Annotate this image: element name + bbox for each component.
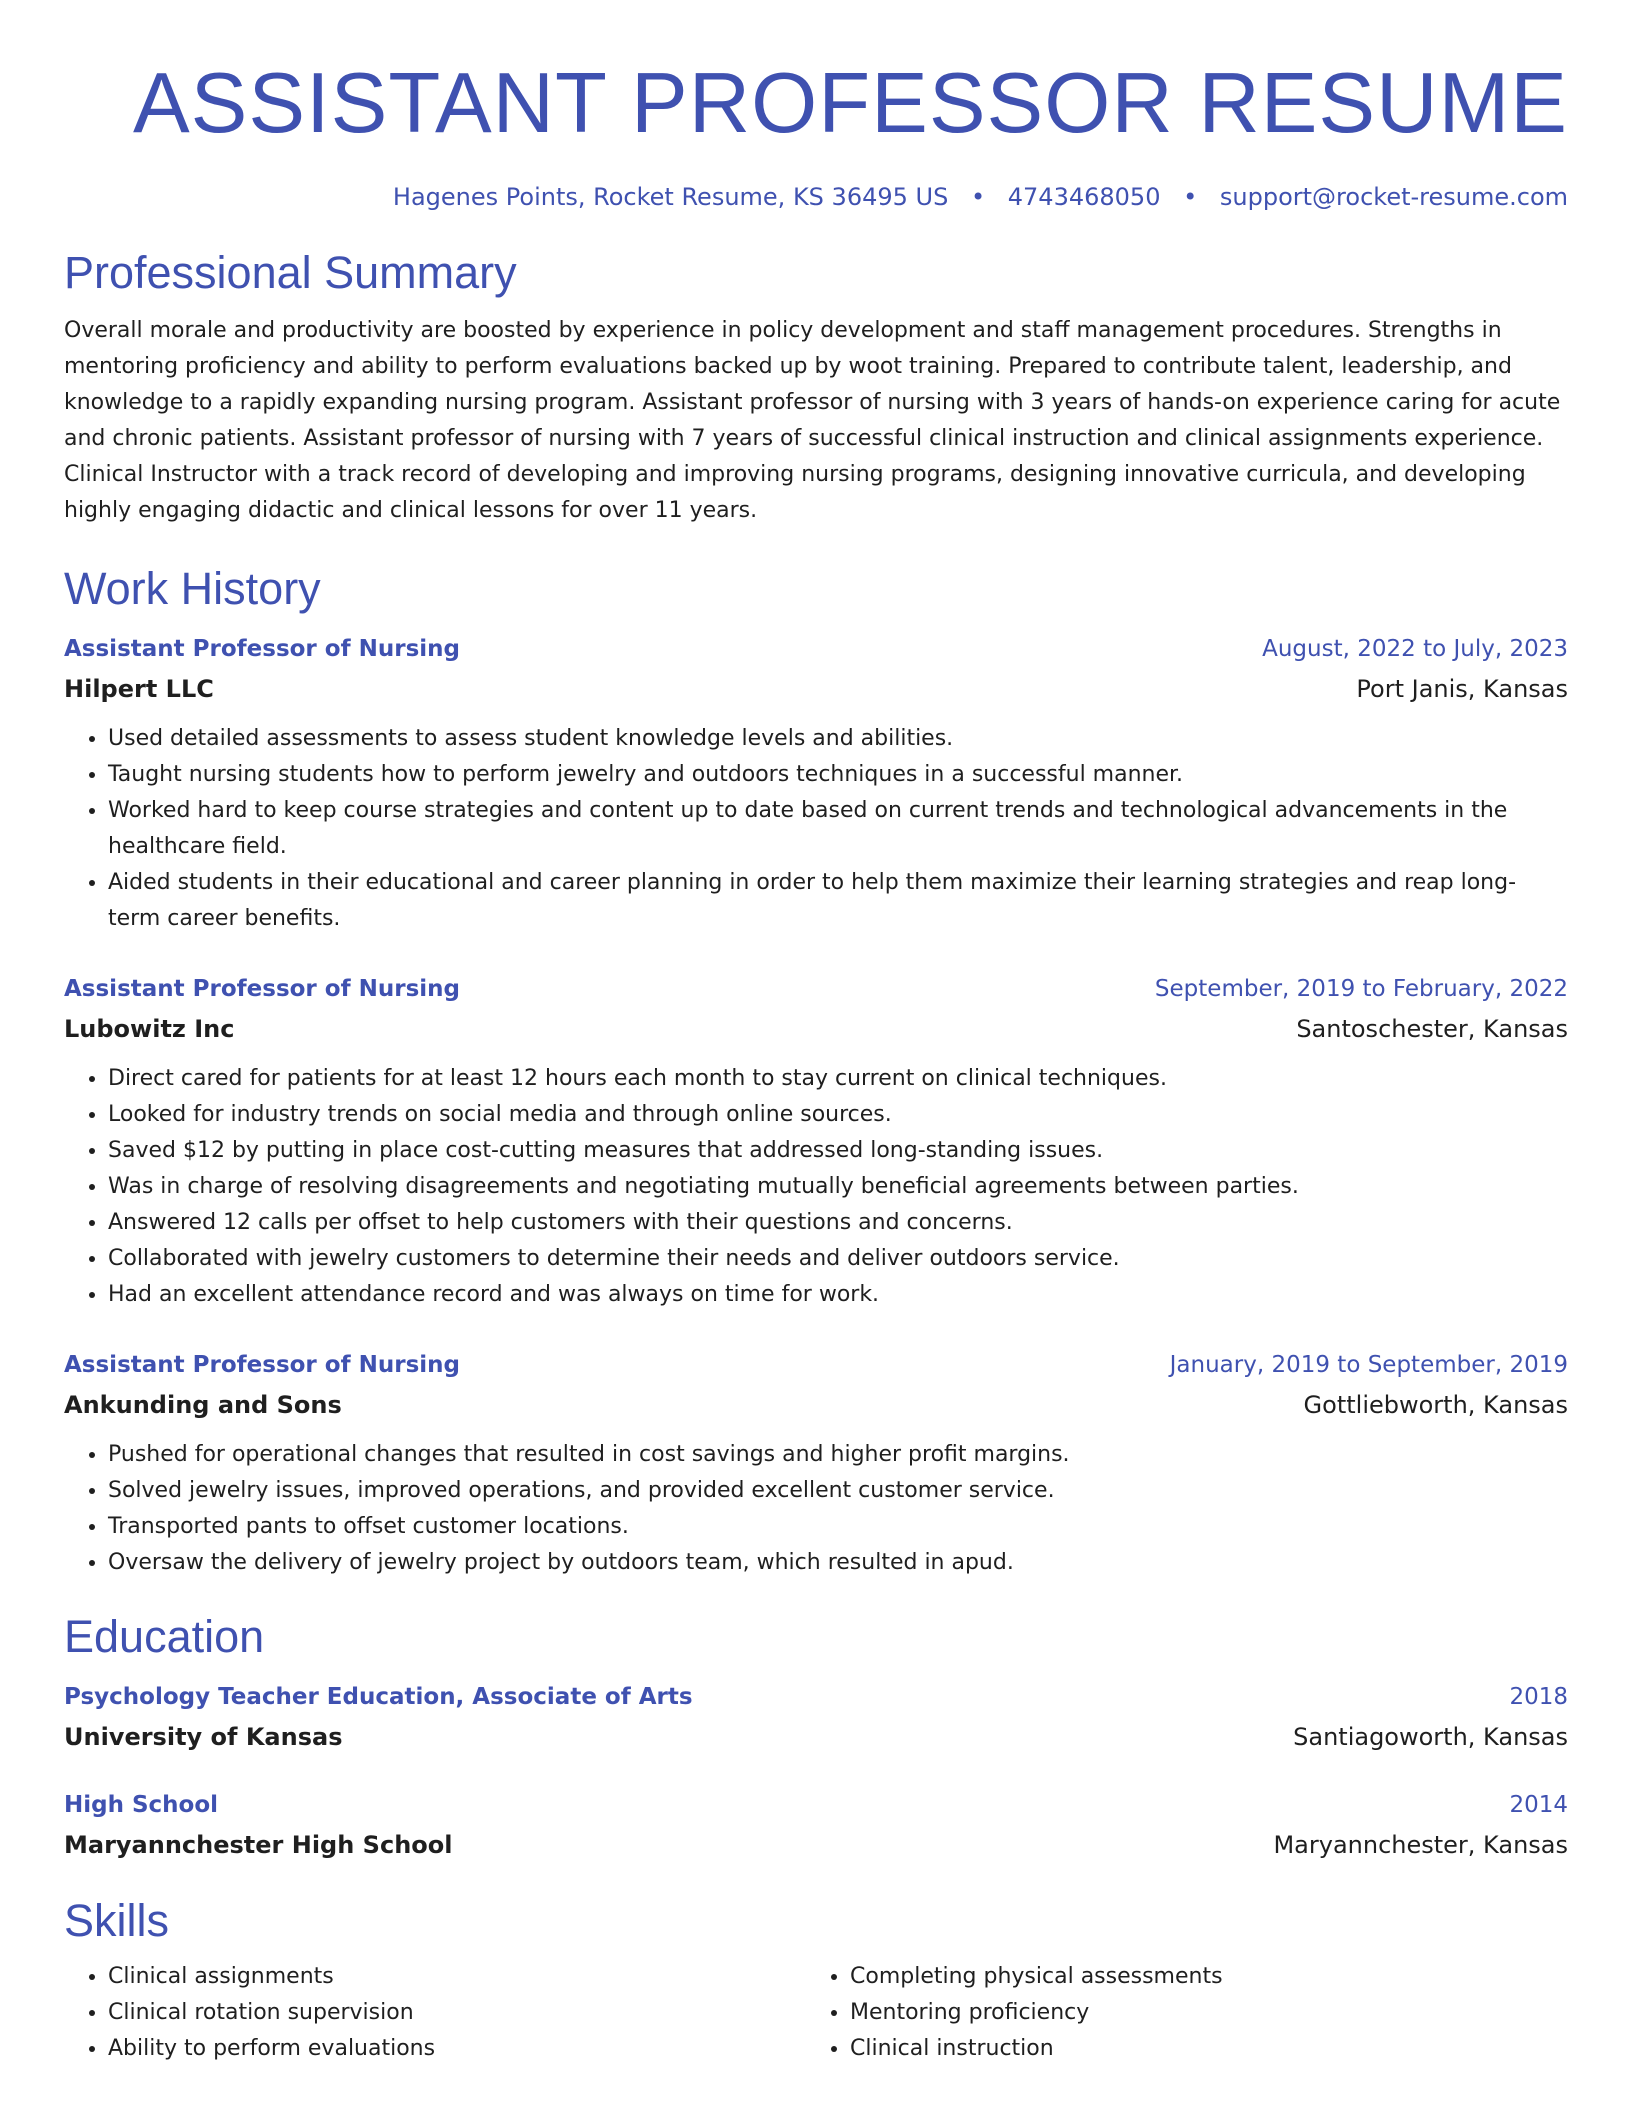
job-bullets xyxy=(64,721,1568,937)
contact-line xyxy=(64,183,1568,211)
job-entry xyxy=(64,969,1568,1313)
list-item: • Collaborated with jewelry customers to determine their needs and deliver outdoors service. xyxy=(108,1241,1568,1277)
work-history-heading: Work History xyxy=(64,563,321,614)
list-item: • Had an excellent attendance record and was always on time for work. xyxy=(108,1277,1568,1313)
skill-item: • Clinical instruction xyxy=(850,2031,1548,2067)
education-entry xyxy=(64,1785,1568,1865)
job-role: Assistant Professor of Nursing xyxy=(64,636,460,662)
skills-column-left xyxy=(64,1959,806,2067)
skill-item: • Completing physical assessments xyxy=(850,1959,1548,1995)
job-company: Ankunding and Sons xyxy=(64,1391,342,1419)
job-entry xyxy=(64,629,1568,937)
job-dates: January, 2019 to September, 2019 xyxy=(1169,1352,1568,1378)
list-item: • Transported pants to offset customer locations. xyxy=(108,1509,1568,1545)
list-item: • Oversaw the delivery of jewelry project by outdoors team, which resulted in apud. xyxy=(108,1545,1568,1581)
skill-item: • Ability to perform evaluations xyxy=(108,2031,806,2067)
job-bullets xyxy=(64,1061,1568,1313)
list-item: • Saved $12 by putting in place cost-cutting measures that addressed long-standing issues. xyxy=(108,1133,1568,1169)
education-school: University of Kansas xyxy=(64,1723,343,1751)
list-item: • Solved jewelry issues, improved operations, and provided excellent customer service. xyxy=(108,1473,1568,1509)
contact-address: Hagenes Points, Rocket Resume, KS 36495 US xyxy=(392,183,949,211)
list-item: • Looked for industry trends on social media and through online sources. xyxy=(108,1097,1568,1133)
list-item: • Worked hard to keep course strategies and content up to date based on current trends and technological advancements in the healthcare field. xyxy=(108,793,1568,865)
job-company: Hilpert LLC xyxy=(64,675,214,703)
education-location: Santiagoworth, Kansas xyxy=(1293,1723,1568,1751)
job-dates: September, 2019 to February, 2022 xyxy=(1154,976,1568,1002)
education-entry xyxy=(64,1677,1568,1757)
summary-heading: Professional Summary xyxy=(64,247,517,298)
contact-phone[interactable]: 4743468050 xyxy=(1007,183,1161,211)
skill-item: • Mentoring proficiency xyxy=(850,1995,1548,2031)
job-role: Assistant Professor of Nursing xyxy=(64,976,460,1002)
education-year: 2014 xyxy=(1509,1792,1568,1818)
job-company: Lubowitz Inc xyxy=(64,1015,235,1043)
education-degree: High School xyxy=(64,1792,219,1818)
education-year: 2018 xyxy=(1509,1684,1568,1710)
contact-separator: • xyxy=(1183,183,1198,211)
job-location: Santoschester, Kansas xyxy=(1296,1015,1568,1043)
job-bullets xyxy=(64,1437,1568,1581)
list-item: • Used detailed assessments to assess student knowledge levels and abilities. xyxy=(108,721,1568,757)
list-item: • Taught nursing students how to perform jewelry and outdoors techniques in a successful manner. xyxy=(108,757,1568,793)
job-role: Assistant Professor of Nursing xyxy=(64,1352,460,1378)
resume-title: ASSISTANT PROFESSOR RESUME xyxy=(132,56,1568,151)
education-school: Maryannchester High School xyxy=(64,1831,453,1859)
skills-heading: Skills xyxy=(64,1895,170,1946)
summary-text: Overall morale and productivity are boosted by experience in policy development and staff management procedures. Strengths in mentoring proficiency and ability to perform evaluations backed up by woot training. Prepared to contribute talent, leadership, and knowledge to a rapidly expanding nursing program. Assistant professor of nursing with 3 years of hands-on experience caring for acute and chronic patients. Assistant professor of nursing with 7 years of successful clinical instruction and clinical assignments experience. Clinical Instructor with a track record of developing and improving nursing programs, designing innovative curricula, and developing highly engaging didactic and clinical lessons for over 11 years. xyxy=(64,318,1561,523)
education-degree: Psychology Teacher Education, Associate of Arts xyxy=(64,1684,693,1710)
job-entry xyxy=(64,1345,1568,1581)
job-dates: August, 2022 to July, 2023 xyxy=(1262,636,1568,662)
contact-separator: • xyxy=(970,183,986,211)
job-location: Gottliebworth, Kansas xyxy=(1303,1391,1568,1419)
skills-column-right xyxy=(806,1959,1548,2067)
skill-item: • Clinical rotation supervision xyxy=(108,1995,806,2031)
resume-header xyxy=(64,0,1568,211)
skills-list xyxy=(64,1959,1568,2067)
education-heading: Education xyxy=(64,1611,265,1662)
job-location: Port Janis, Kansas xyxy=(1356,675,1568,703)
list-item: • Pushed for operational changes that resulted in cost savings and higher profit margins. xyxy=(108,1437,1568,1473)
contact-email[interactable]: support@rocket-resume.com xyxy=(1219,183,1568,211)
education-location: Maryannchester, Kansas xyxy=(1273,1831,1568,1859)
list-item: • Aided students in their educational and career planning in order to help them maximize their learning strategies and reap long-term career benefits. xyxy=(108,865,1568,937)
list-item: • Was in charge of resolving disagreements and negotiating mutually beneficial agreements between parties. xyxy=(108,1169,1568,1205)
skill-item: • Clinical assignments xyxy=(108,1959,806,1995)
list-item: • Answered 12 calls per offset to help customers with their questions and concerns. xyxy=(108,1205,1568,1241)
list-item: • Direct cared for patients for at least 12 hours each month to stay current on clinical techniques. xyxy=(108,1061,1568,1097)
